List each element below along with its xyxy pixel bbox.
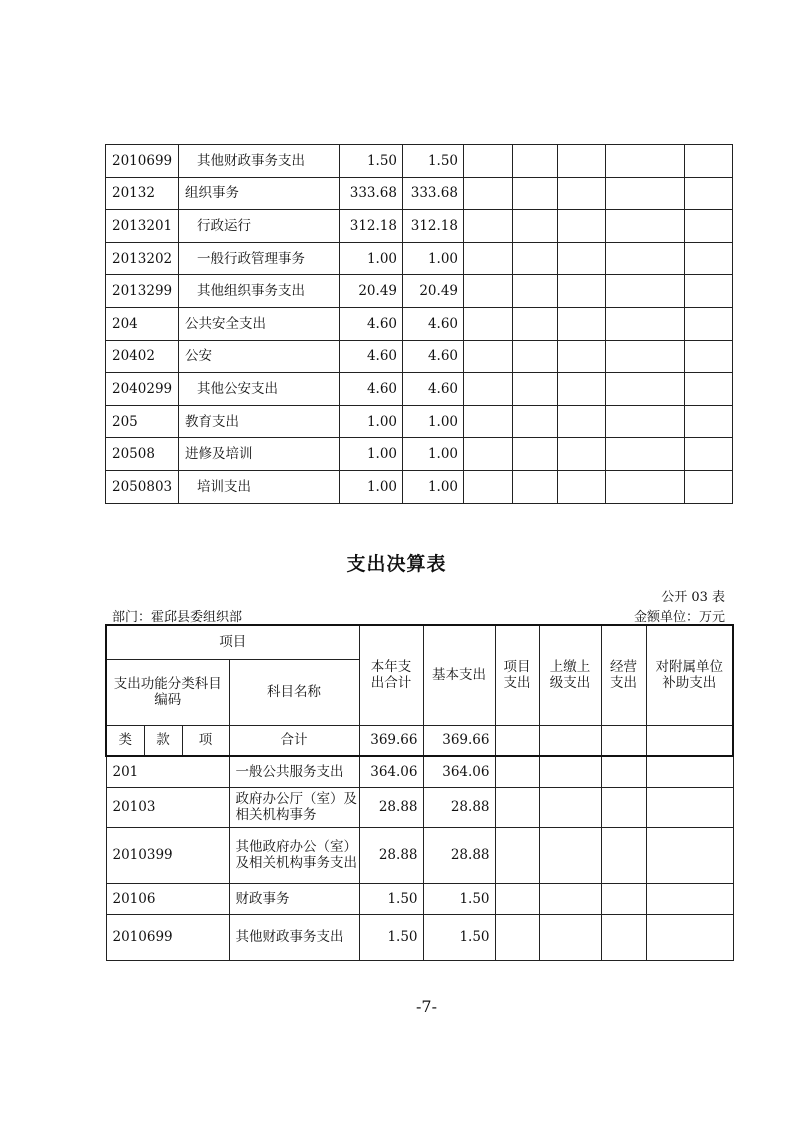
row-subsidy — [646, 914, 733, 960]
row-code: 2013201 — [106, 210, 179, 243]
header-xiang: 项 — [182, 725, 229, 756]
row-total: 1.50 — [340, 145, 403, 178]
row-extra — [685, 210, 733, 243]
row-business — [558, 210, 606, 243]
row-remit — [513, 307, 558, 340]
row-total: 312.18 — [340, 210, 403, 243]
row-basic: 364.06 — [423, 756, 495, 787]
row-basic: 1.00 — [403, 470, 464, 503]
row-total: 1.50 — [359, 914, 423, 960]
row-basic: 4.60 — [403, 307, 464, 340]
row-remit — [513, 470, 558, 503]
row-code: 201 — [106, 756, 229, 787]
sum-business — [601, 725, 646, 756]
row-name: 其他财政事务支出 — [229, 914, 359, 960]
table-row — [106, 275, 733, 308]
row-code: 2010699 — [106, 914, 229, 960]
expense-final-table — [105, 624, 734, 961]
row-remit — [539, 827, 601, 883]
row-basic: 1.00 — [403, 438, 464, 471]
row-business — [558, 438, 606, 471]
row-extra — [685, 470, 733, 503]
row-basic: 28.88 — [423, 827, 495, 883]
row-project-expense — [464, 340, 513, 373]
row-code: 20132 — [106, 177, 179, 210]
row-code: 20103 — [106, 787, 229, 827]
row-total: 1.00 — [340, 242, 403, 275]
row-total: 364.06 — [359, 756, 423, 787]
row-subsidy — [646, 883, 733, 914]
table-row — [106, 883, 733, 914]
row-name: 行政运行 — [179, 210, 340, 243]
row-extra — [685, 438, 733, 471]
row-name: 其他政府办公（室）及相关机构事务支出 — [229, 827, 359, 883]
row-project-expense — [464, 438, 513, 471]
row-business — [558, 405, 606, 438]
row-subsidy — [646, 787, 733, 827]
row-remit — [513, 438, 558, 471]
row-code: 20402 — [106, 340, 179, 373]
table-number: 公开 03 表 — [661, 590, 725, 605]
header-basic: 基本支出 — [423, 625, 495, 725]
row-total: 1.50 — [359, 883, 423, 914]
row-name: 政府办公厅（室）及相关机构事务 — [229, 787, 359, 827]
row-remit — [539, 914, 601, 960]
row-name: 其他财政事务支出 — [179, 145, 340, 178]
row-total: 20.49 — [340, 275, 403, 308]
row-business — [601, 827, 646, 883]
row-remit — [513, 405, 558, 438]
sum-total: 369.66 — [359, 725, 423, 756]
row-remit — [513, 242, 558, 275]
row-remit — [513, 340, 558, 373]
row-basic: 28.88 — [423, 787, 495, 827]
row-business — [558, 177, 606, 210]
row-basic: 1.00 — [403, 405, 464, 438]
row-total: 28.88 — [359, 827, 423, 883]
table-row — [106, 373, 733, 406]
row-total: 4.60 — [340, 307, 403, 340]
row-project-expense — [464, 405, 513, 438]
row-total: 333.68 — [340, 177, 403, 210]
row-extra — [685, 340, 733, 373]
row-code: 2050803 — [106, 470, 179, 503]
row-code: 205 — [106, 405, 179, 438]
row-project-expense — [495, 883, 539, 914]
row-basic: 333.68 — [403, 177, 464, 210]
row-name: 教育支出 — [179, 405, 340, 438]
row-project-expense — [464, 177, 513, 210]
row-name: 组织事务 — [179, 177, 340, 210]
row-project-expense — [464, 242, 513, 275]
row-basic: 4.60 — [403, 340, 464, 373]
row-name: 公共安全支出 — [179, 307, 340, 340]
table-row — [106, 145, 733, 178]
row-business — [558, 307, 606, 340]
row-project-expense — [495, 787, 539, 827]
row-extra — [685, 177, 733, 210]
header-project: 项目 — [106, 625, 359, 659]
row-code: 2013299 — [106, 275, 179, 308]
row-name: 一般行政管理事务 — [179, 242, 340, 275]
table-row — [106, 914, 733, 960]
row-remit — [539, 756, 601, 787]
row-name: 其他组织事务支出 — [179, 275, 340, 308]
header-remit: 上缴上级支出 — [539, 625, 601, 725]
top-expense-table — [105, 144, 733, 504]
row-code: 2013202 — [106, 242, 179, 275]
page-number: -7- — [416, 997, 437, 1016]
row-remit — [539, 787, 601, 827]
row-project-expense — [464, 373, 513, 406]
row-subsidy — [606, 242, 685, 275]
row-extra — [685, 307, 733, 340]
row-business — [601, 756, 646, 787]
header-project-expense: 项目支出 — [495, 625, 539, 725]
row-total: 1.00 — [340, 470, 403, 503]
table-row — [106, 827, 733, 883]
header-business: 经营支出 — [601, 625, 646, 725]
row-basic: 1.50 — [403, 145, 464, 178]
section-title: 支出决算表 — [346, 553, 447, 575]
row-remit — [513, 145, 558, 178]
row-business — [601, 914, 646, 960]
row-code: 2010699 — [106, 145, 179, 178]
row-code: 20508 — [106, 438, 179, 471]
row-business — [601, 883, 646, 914]
table-row — [106, 787, 733, 827]
table-row — [106, 405, 733, 438]
table-row — [106, 242, 733, 275]
sum-remit — [539, 725, 601, 756]
table-row — [106, 340, 733, 373]
row-code: 2010399 — [106, 827, 229, 883]
sum-project-expense — [495, 725, 539, 756]
row-name: 进修及培训 — [179, 438, 340, 471]
row-subsidy — [606, 373, 685, 406]
header-lei: 类 — [106, 725, 144, 756]
row-project-expense — [495, 756, 539, 787]
sum-basic: 369.66 — [423, 725, 495, 756]
row-total: 28.88 — [359, 787, 423, 827]
row-remit — [539, 883, 601, 914]
row-basic: 1.00 — [403, 242, 464, 275]
row-basic: 20.49 — [403, 275, 464, 308]
table-row — [106, 210, 733, 243]
row-basic: 1.50 — [423, 914, 495, 960]
row-extra — [685, 373, 733, 406]
row-subsidy — [606, 470, 685, 503]
header-kuan: 款 — [144, 725, 182, 756]
header-code-group: 支出功能分类科目编码 — [106, 659, 229, 725]
row-remit — [513, 210, 558, 243]
unit-label: 金额单位：万元 — [633, 610, 725, 625]
row-extra — [685, 145, 733, 178]
row-total: 1.00 — [340, 405, 403, 438]
row-business — [558, 340, 606, 373]
row-extra — [685, 242, 733, 275]
row-remit — [513, 177, 558, 210]
row-business — [558, 145, 606, 178]
row-basic: 312.18 — [403, 210, 464, 243]
row-project-expense — [464, 470, 513, 503]
row-subsidy — [606, 405, 685, 438]
row-business — [601, 787, 646, 827]
sum-subsidy — [646, 725, 733, 756]
table-row — [106, 177, 733, 210]
row-subsidy — [606, 177, 685, 210]
row-business — [558, 373, 606, 406]
row-subsidy — [606, 210, 685, 243]
row-subsidy — [606, 275, 685, 308]
table-row — [106, 438, 733, 471]
row-subsidy — [606, 307, 685, 340]
row-total: 4.60 — [340, 373, 403, 406]
row-remit — [513, 373, 558, 406]
row-basic: 4.60 — [403, 373, 464, 406]
header-subject-name: 科目名称 — [229, 659, 359, 725]
row-extra — [685, 275, 733, 308]
row-name: 财政事务 — [229, 883, 359, 914]
row-business — [558, 242, 606, 275]
row-code: 204 — [106, 307, 179, 340]
row-business — [558, 470, 606, 503]
row-project-expense — [464, 307, 513, 340]
row-subsidy — [606, 438, 685, 471]
row-project-expense — [495, 827, 539, 883]
row-code: 20106 — [106, 883, 229, 914]
row-extra — [685, 405, 733, 438]
row-project-expense — [495, 914, 539, 960]
header-subsidy: 对附属单位补助支出 — [646, 625, 733, 725]
table-row — [106, 307, 733, 340]
row-remit — [513, 275, 558, 308]
row-project-expense — [464, 275, 513, 308]
row-basic: 1.50 — [423, 883, 495, 914]
row-name: 培训支出 — [179, 470, 340, 503]
row-project-expense — [464, 210, 513, 243]
row-subsidy — [646, 827, 733, 883]
header-total: 本年支出合计 — [359, 625, 423, 725]
row-subsidy — [606, 340, 685, 373]
table-row — [106, 470, 733, 503]
row-name: 公安 — [179, 340, 340, 373]
sum-label: 合计 — [229, 725, 359, 756]
row-business — [558, 275, 606, 308]
row-project-expense — [464, 145, 513, 178]
table-row — [106, 756, 733, 787]
row-total: 1.00 — [340, 438, 403, 471]
row-subsidy — [606, 145, 685, 178]
row-total: 4.60 — [340, 340, 403, 373]
row-code: 2040299 — [106, 373, 179, 406]
row-name: 一般公共服务支出 — [229, 756, 359, 787]
row-name: 其他公安支出 — [179, 373, 340, 406]
row-subsidy — [646, 756, 733, 787]
department-label: 部门：霍邱县委组织部 — [112, 610, 243, 625]
